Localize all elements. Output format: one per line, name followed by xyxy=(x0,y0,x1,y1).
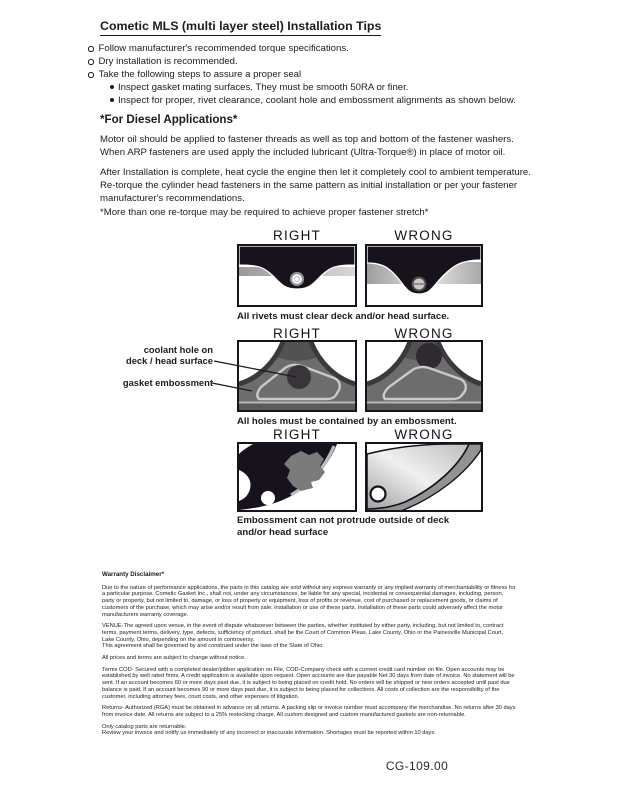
bullet-item xyxy=(88,55,538,68)
disclaimer-paragraph: All prices and terms are subject to change without notice. xyxy=(102,655,246,662)
bullet-text: Dry installation is recommended. xyxy=(98,56,238,67)
disclaimer-paragraph: Only catalog parts are returnable. xyxy=(102,723,187,730)
circle-bullet-icon xyxy=(88,59,94,65)
sub-bullet-item xyxy=(88,94,538,107)
rivet-wrong-diagram xyxy=(365,244,483,307)
right-label: RIGHT xyxy=(273,326,321,341)
page-title: Cometic MLS (multi layer steel) Installation Tips xyxy=(100,19,381,36)
wrong-label: WRONG xyxy=(394,326,454,341)
coolant-hole-icon xyxy=(416,343,442,369)
disclaimer-paragraph: Due to the nature of performance applications, the parts in this catalog are sold without any express warranty or any implied warranty of merchantability or fitness for a particular purpose. Cometic Gasket Inc., shall not, under any circumstances, be liable for any special, incidental or consequential damages, including, person, party or property, but not limited to, damage, or loss of property or equipment, loss of profits or revenue, cost of purchased or replacement goods, or claims of customers of the purchase, which may arise and/or result from sale, installation or use of these parts. Installation of these parts could adversely affect the motor manufacturers warranty coverage. xyxy=(102,584,516,618)
bullet-text: Inspect gasket mating surfaces. They must be smooth 50RA or finer. xyxy=(118,82,409,93)
disclaimer-heading: Warranty Disclaimer* xyxy=(102,571,165,578)
rivet-right-diagram xyxy=(237,244,357,307)
hole-caption: All holes must be contained by an embossment. xyxy=(237,416,457,427)
retorque-note: *More than one re-torque may be required to achieve proper fastener stretch* xyxy=(100,207,429,218)
diesel-paragraph-1: Motor oil should be applied to fastener threads as well as top and bottom of the fastener washers. When ARP fasteners are used apply the included lubricant (Ultra-Torque®) in place of motor oil. xyxy=(100,134,514,158)
circle-bullet-icon xyxy=(88,72,94,78)
warranty-disclaimer xyxy=(102,572,516,742)
wrong-label: WRONG xyxy=(394,427,454,442)
bullet-text: Inspect for proper, rivet clearance, coolant hole and embossment alignments as shown below. xyxy=(118,95,516,106)
disclaimer-paragraph: This agreement shall be governed by and construed under the laws of the State of Ohio. xyxy=(102,643,324,650)
circle-bullet-icon xyxy=(88,46,94,52)
embossment-right-diagram xyxy=(237,442,357,512)
disclaimer-paragraph: Terms COD- Secured with a completed dealer/jobber application on File, COD-Company check with a current credit card number on file. Open accounts may be established by well rated firms. A credit application is available upon request. Open accounts are due payable Net 30 days from date of invoice. No statement will be sent. If an account becomes 60 or more days past due, it is subject to being placed on credit hold. No orders will be shipped or new orders accepted until past due balance is paid. If an account becomes 90 or more days past due, it is subject to being placed for collections. All costs of collection are the responsibility of the customer, including attorney fees, court costs, and other expenses of litigation. xyxy=(102,666,515,700)
wrong-label: WRONG xyxy=(394,228,454,243)
disclaimer-paragraph: Returns- Authorized (RGA) must be obtained in advance on all returns. A packing slip or invoice number must accompany the merchandise. No returns after 30 days from invoice date. All returns are subject to a 25% restocking charge. All custom designed and custom manufactured gaskets are non-returnable. xyxy=(102,705,516,718)
rivet-caption: All rivets must clear deck and/or head surface. xyxy=(237,311,450,322)
page-number: CG-109.00 xyxy=(385,759,449,773)
gasket-embossment-label: gasket embossment xyxy=(122,377,213,388)
right-label: RIGHT xyxy=(273,427,321,442)
embossment-caption: Embossment can not protrude outside of deck and/or head surface xyxy=(237,515,450,538)
bullet-text: Take the following steps to assure a proper seal xyxy=(98,69,302,80)
disclaimer-paragraph: VENUE-The agreed upon venue, in the event of dispute whatsoever between the parties, whether instituted by either party, including, but not limited to, contract terms, payment terms, delivery, type, defects, sufficiency of product, shall be the Court of Common Pleas, Lake County, Ohio or the Painesville Municipal Court, Lake County, Ohio, depending on the amount in controversy. xyxy=(102,623,504,643)
disclaimer-paragraph: Review your invoice and notify us immediately of any incorrect or inaccurate information. Shortages must be reported within 10 days. xyxy=(102,730,436,737)
dot-bullet-icon xyxy=(110,85,114,89)
bullet-text: Follow manufacturer's recommended torque specifications. xyxy=(98,43,349,54)
sub-bullet-item xyxy=(88,81,538,94)
bullet-item xyxy=(88,42,538,55)
bullet-item xyxy=(88,68,538,81)
diesel-section-heading: *For Diesel Applications* xyxy=(100,113,238,126)
hole-wrong-diagram xyxy=(365,340,483,412)
leader-lines xyxy=(205,352,305,397)
dot-bullet-icon xyxy=(110,98,114,102)
diesel-paragraph-2: After Installation is complete, heat cycle the engine then let it completely cool to ambient temperature. Re-torque the cylinder head fasteners in the same pattern as initial installation or per your fastener manufacturer's recommendations. xyxy=(100,167,531,204)
right-label: RIGHT xyxy=(273,228,321,243)
bolt-hole-icon xyxy=(371,487,386,502)
coolant-hole-label: coolant hole on deck / head surface xyxy=(125,344,213,366)
installation-tips-list xyxy=(88,42,538,107)
embossment-wrong-diagram xyxy=(365,442,483,512)
bolt-hole-icon xyxy=(261,491,275,505)
